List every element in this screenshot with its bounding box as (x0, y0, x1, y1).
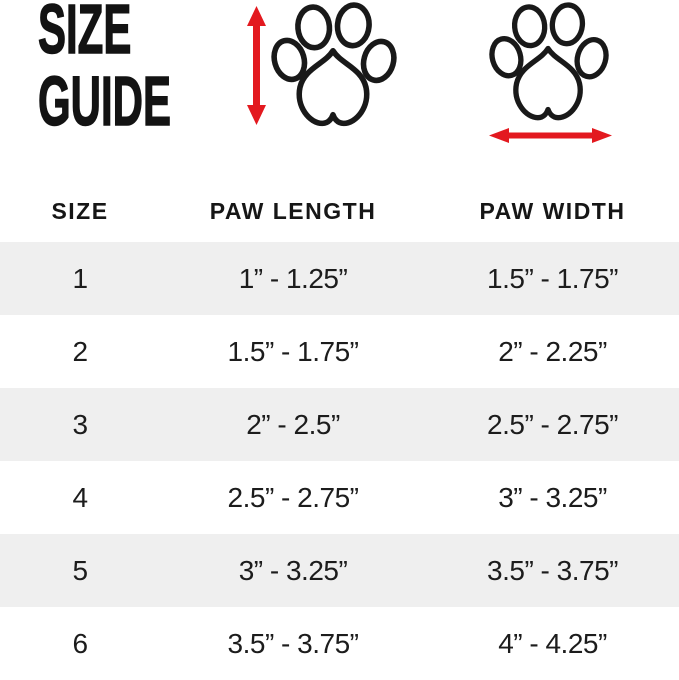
cell-paw-width: 2.5” - 2.75” (487, 408, 618, 440)
table-row (0, 315, 679, 388)
cell-paw-width: 4” - 4.25” (498, 627, 607, 659)
cell-paw-length: 1.5” - 1.75” (227, 335, 359, 367)
cell-size: 6 (72, 627, 88, 659)
page-title (38, 0, 172, 140)
table-row (0, 242, 679, 315)
paw-length-paw-icon (271, 2, 397, 132)
cell-paw-length: 3.5” - 3.75” (227, 627, 359, 659)
cell-paw-width: 3.5” - 3.75” (487, 554, 618, 586)
header-size: SIZE (51, 197, 109, 224)
cell-size: 2 (72, 335, 88, 367)
horizontal-double-arrow-icon (488, 127, 613, 144)
cell-paw-length: 3” - 3.25” (238, 554, 348, 586)
paw-width-paw-icon (489, 2, 609, 126)
table-row (0, 534, 679, 607)
cell-paw-width: 3” - 3.25” (498, 481, 607, 513)
header-paw-length: PAW LENGTH (209, 197, 377, 224)
cell-paw-length: 2.5” - 2.75” (227, 481, 359, 513)
cell-paw-length: 1” - 1.25” (238, 262, 348, 294)
table-row (0, 388, 679, 461)
cell-size: 5 (72, 554, 88, 586)
cell-size: 4 (72, 481, 88, 513)
table-header-row (0, 180, 679, 242)
header-paw-width: PAW WIDTH (479, 197, 626, 224)
cell-paw-width: 2” - 2.25” (498, 335, 607, 367)
cell-paw-width: 1.5” - 1.75” (487, 262, 618, 294)
cell-size: 1 (72, 262, 88, 294)
table-row (0, 461, 679, 534)
table-row (0, 607, 679, 680)
vertical-double-arrow-icon (246, 5, 267, 126)
size-table (0, 180, 679, 680)
cell-size: 3 (72, 408, 88, 440)
cell-paw-length: 2” - 2.5” (246, 408, 340, 440)
page-title-line-2: GUIDE (38, 62, 172, 140)
page-title-line-1: SIZE (38, 0, 132, 68)
